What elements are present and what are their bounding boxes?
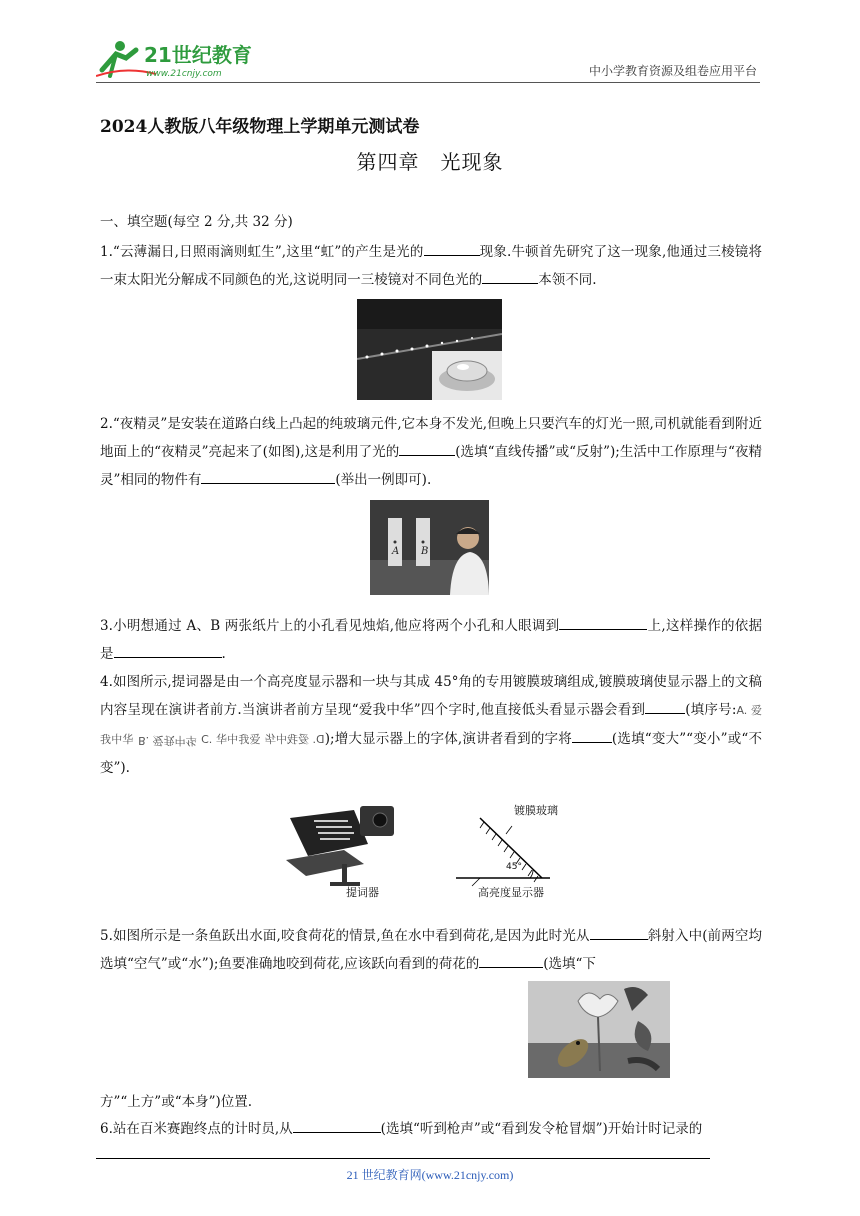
- question-6: [100, 1115, 762, 1143]
- question-3: [100, 612, 762, 668]
- footer-link[interactable]: 21 世纪教育网(www.21cnjy.com): [346, 1168, 514, 1182]
- q6-text-b: (选填“听到枪声”或“看到发令枪冒烟”)开始计时记录的: [380, 1121, 703, 1137]
- logo-sub: www.21cnjy.com: [146, 69, 222, 79]
- chapter-title: 第四章 光现象: [356, 150, 504, 174]
- q5-blank-2[interactable]: [479, 953, 543, 968]
- q3-text-a: 3.小明想通过 A、B 两张纸片上的小孔看见烛焰,他应将两个小孔和人眼调到: [100, 618, 560, 634]
- q4-option-b: B. 爱我中华: [138, 734, 197, 747]
- teleprompter-photo: [284, 800, 404, 899]
- q4-blank-1[interactable]: [645, 699, 685, 714]
- q5-text-a: 5.如图所示是一条鱼跃出水面,咬食荷花的情景,鱼在水中看到荷花,是因为此时光从: [100, 928, 590, 944]
- q1-text-a: 1.“云薄漏日,日照雨滴则虹生”,这里“虹”的产生是光的: [100, 244, 424, 260]
- q5-blank-1[interactable]: [590, 925, 648, 940]
- logo-text: 21世纪教育: [144, 43, 252, 67]
- question-1: [100, 238, 762, 294]
- exam-title: 2024人教版八年级物理上学期单元测试卷: [100, 117, 420, 137]
- night-road-reflector-photo: [357, 299, 502, 400]
- q4-option-d: D. 爱我中华: [265, 733, 325, 746]
- photo-label-a: A: [392, 546, 400, 557]
- section-heading: 一、填空题(每空 2 分,共 32 分): [100, 214, 293, 230]
- q6-blank-1[interactable]: [293, 1118, 381, 1133]
- footer-divider: [96, 1158, 710, 1159]
- q1-text-b: 现象.牛顿首先研究了这一现象,他通过三棱镜将一束太阳光分解成不同颜色的光,这说明同一三棱镜对不同色光的: [100, 244, 762, 288]
- q6-text-a: 6.站在百米赛跑终点的计时员,从: [100, 1121, 293, 1137]
- photo-label-b: B: [421, 546, 429, 557]
- header-divider: [96, 82, 760, 83]
- q3-text-b: 上,这样操作的依据是: [100, 618, 762, 662]
- question-5-continued: 方”“上方”或“本身”)位置.: [100, 1094, 253, 1110]
- q2-blank-2[interactable]: [201, 469, 335, 484]
- platform-label: 中小学教育资源及组卷应用平台: [588, 64, 757, 78]
- q2-text-a: 2.“夜精灵”是安装在道路白线上凸起的纯玻璃元件,它本身不发光,但晚上只要汽车的灯光一照,司机就能看到附近地面上的“夜精灵”亮起来了(如图),这是利用了光的: [100, 416, 762, 460]
- teleprompter-diagram: [450, 798, 570, 902]
- q3-blank-1[interactable]: [559, 615, 647, 630]
- diagram-angle-label: 45°: [506, 862, 522, 872]
- q1-blank-2[interactable]: [482, 269, 538, 284]
- question-2: [100, 410, 762, 494]
- diagram-glass-label: 镀膜玻璃: [514, 804, 558, 817]
- question-4: [100, 668, 762, 782]
- q5-text-b: 斜射入中(前两空均选填“空气”或“水”);鱼要准确地咬到荷花,应该跃向看到的荷花的: [100, 928, 762, 972]
- q3-blank-2[interactable]: [114, 643, 222, 658]
- q2-blank-1[interactable]: [399, 441, 455, 456]
- site-logo: [96, 36, 266, 80]
- q1-text-c: 本领不同.: [538, 272, 597, 288]
- q5-text-c: (选填“下: [543, 956, 596, 972]
- teleprompter-caption: 提词器: [346, 886, 379, 899]
- question-5: [100, 922, 762, 978]
- q4-text-b: (填序号:: [685, 702, 737, 718]
- q4-text-c: );增大显示器上的字体,演讲者看到的字将: [324, 731, 572, 747]
- q3-text-c: .: [221, 646, 226, 662]
- q4-text-d: (选填“变大”“变小”或“不变”).: [100, 731, 762, 776]
- q4-blank-2[interactable]: [572, 728, 612, 743]
- q2-text-c: (举出一例即可).: [335, 472, 432, 488]
- fish-lotus-photo: [528, 981, 670, 1078]
- q4-option-c: C. 华中我爱: [201, 733, 261, 746]
- candle-pinhole-photo: [370, 500, 489, 595]
- q1-blank-1[interactable]: [424, 241, 480, 256]
- q4-text-a: 4.如图所示,提词器是由一个高亮度显示器和一块与其成 45°角的专用镀膜玻璃组成,镀膜玻璃使显示器上的文稿内容呈现在演讲者前方.当演讲者前方呈现“爱我中华”四个字时,他直接低头看显示器会看到: [100, 674, 762, 718]
- q2-text-b: (选填“直线传播”或“反射”);生活中工作原理与“夜精灵”相同的物件有: [100, 444, 762, 488]
- q4-option-a: A. 爱我中华: [100, 704, 762, 746]
- diagram-display-label: 高亮度显示器: [478, 886, 544, 899]
